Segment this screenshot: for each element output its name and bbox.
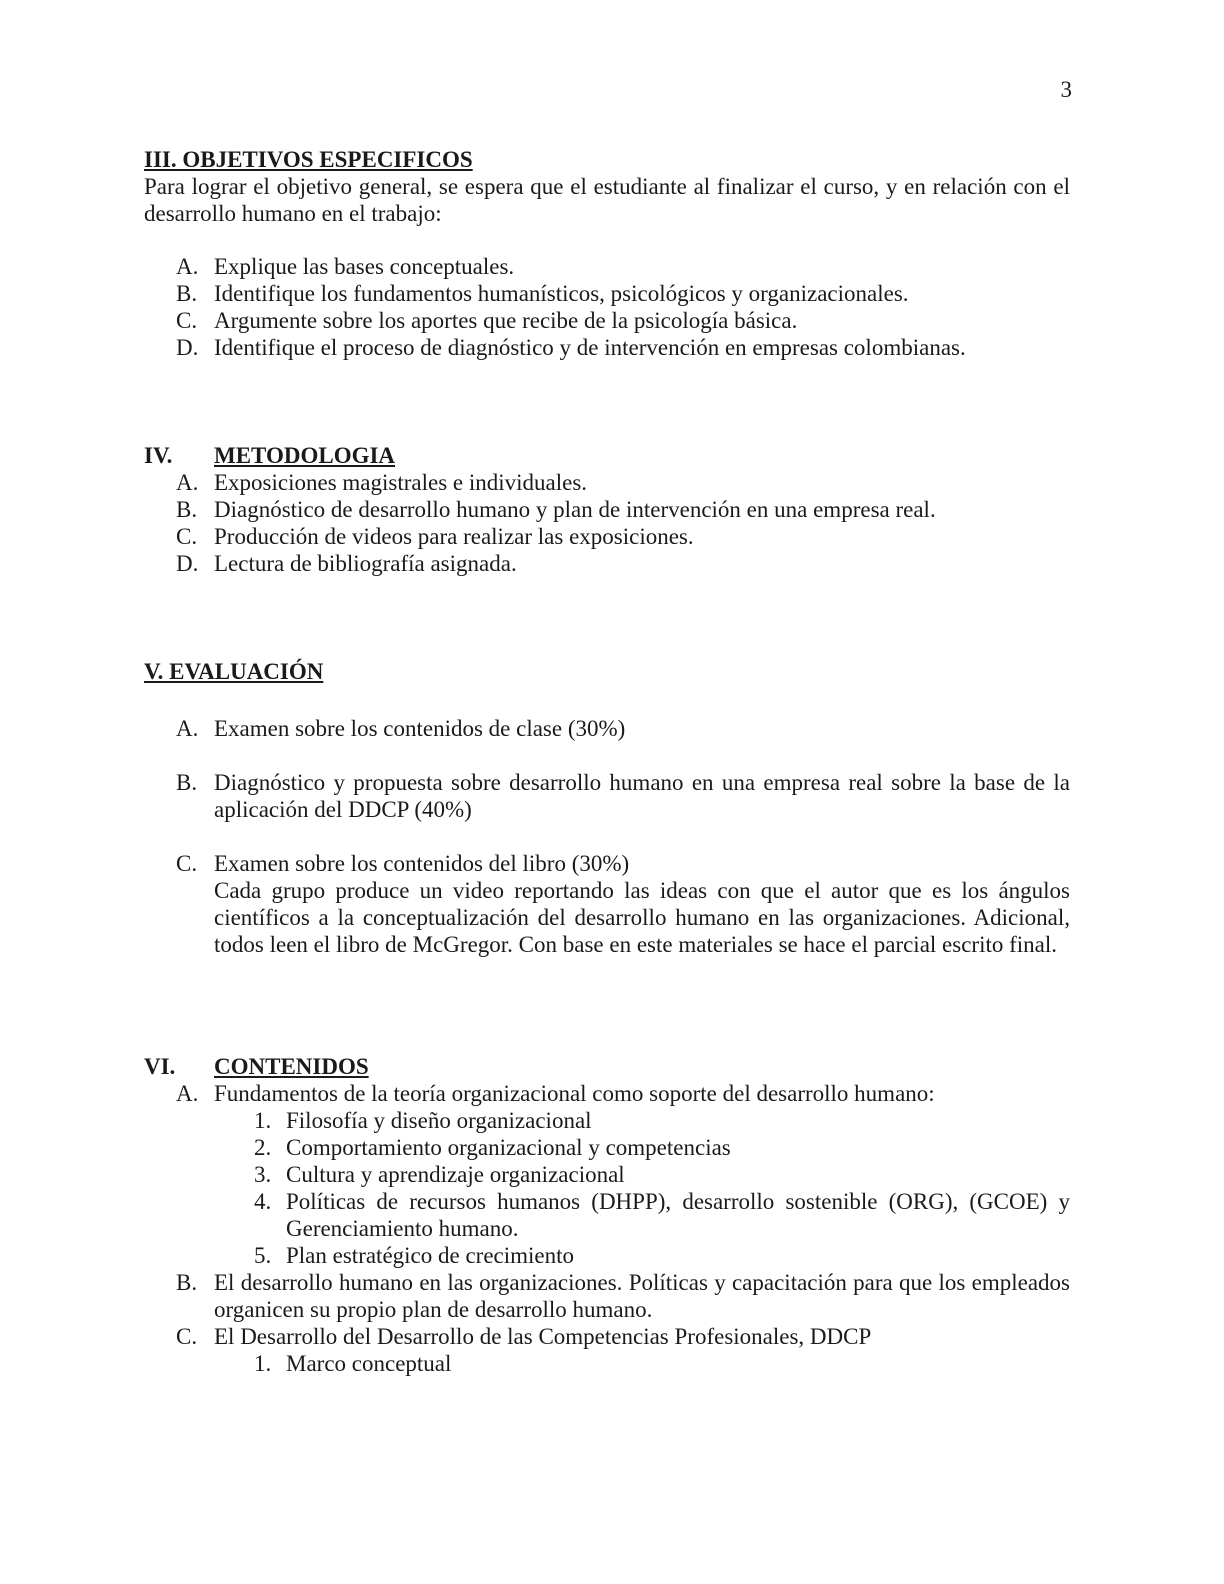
sub-list-item: 4. Políticas de recursos humanos (DHPP), desarrollo sostenible (ORG), (GCOE) y Gerenciamiento humano.: [254, 1189, 1070, 1241]
sub-list-item: 1. Filosofía y diseño organizacional: [254, 1108, 592, 1133]
section-contenidos-title: CONTENIDOS: [214, 1054, 369, 1079]
list-item: A. Fundamentos de la teoría organizacional como soporte del desarrollo humano:: [176, 1081, 935, 1106]
evaluacion-item-detail: Cada grupo produce un video reportando las ideas con que el autor que es los ángulos científicos a la conceptualización del desarrollo humano en las organizaciones. Adicional, todos leen el libro de McGregor. Con base en este materiales se hace el parcial escrito final.: [214, 878, 1070, 957]
metodologia-list: [144, 469, 1070, 577]
section-objetivos-title: III. OBJETIVOS ESPECIFICOS: [144, 147, 473, 172]
list-item: C. El Desarrollo del Desarrollo de las Competencias Profesionales, DDCP: [176, 1324, 872, 1349]
list-item: A. Exposiciones magistrales e individuales.: [176, 470, 588, 495]
section-evaluacion-heading: [144, 658, 1070, 685]
section-evaluacion-title: V. EVALUACIÓN: [144, 659, 324, 684]
list-item: A. Explique las bases conceptuales.: [176, 254, 515, 279]
page-number: 3: [1060, 77, 1072, 102]
sub-list-item: 2. Comportamiento organizacional y competencias: [254, 1135, 731, 1160]
list-item: B. Diagnóstico de desarrollo humano y plan de intervención en una empresa real.: [176, 497, 936, 522]
section-metodologia-number: IV.: [144, 443, 173, 468]
list-item: C. Argumente sobre los aportes que recibe de la psicología básica.: [176, 308, 798, 333]
list-item: B. Diagnóstico y propuesta sobre desarrollo humano en una empresa real sobre la base de la aplicación del DDCP (40%): [176, 770, 1070, 822]
section-objetivos-heading: [144, 146, 1070, 173]
section-metodologia-heading: [144, 442, 1070, 469]
section-contenidos-heading: [144, 1053, 1070, 1080]
section-objetivos-intro: Para lograr el objetivo general, se espera que el estudiante al finalizar el curso, y en relación con el desarrollo humano en el trabajo:: [144, 174, 1070, 226]
contenidos-list: [144, 1080, 1070, 1377]
list-item: C. Examen sobre los contenidos del libro (30%) Cada grupo produce un video reportando las ideas con que el autor que es los ángulos científicos a la conceptualización del desarrollo humano en las organizaciones. Adicional, todos leen el libro de McGregor. Con base en este materiales se hace el parcial escrito final.: [176, 851, 1070, 957]
list-item: D. Identifique el proceso de diagnóstico y de intervención en empresas colombianas.: [176, 335, 966, 360]
sub-list-item: 3. Cultura y aprendizaje organizacional: [254, 1162, 625, 1187]
list-item: D. Lectura de bibliografía asignada.: [176, 551, 517, 576]
evaluacion-list: [144, 715, 1070, 958]
section-contenidos-number: VI.: [144, 1054, 176, 1079]
sub-list-item: 5. Plan estratégico de crecimiento: [254, 1243, 575, 1268]
list-item: B. El desarrollo humano en las organizaciones. Políticas y capacitación para que los empleados organicen su propio plan de desarrollo humano.: [176, 1270, 1070, 1322]
list-item: A. Examen sobre los contenidos de clase (30%): [176, 716, 626, 741]
objetivos-list: [144, 253, 1070, 361]
section-metodologia-title: METODOLOGIA: [214, 443, 396, 468]
document-body: [144, 146, 1070, 1377]
sub-list-item: 1. Marco conceptual: [254, 1351, 452, 1376]
list-item: C. Producción de videos para realizar las exposiciones.: [176, 524, 694, 549]
list-item: B. Identifique los fundamentos humanísticos, psicológicos y organizacionales.: [176, 281, 909, 306]
